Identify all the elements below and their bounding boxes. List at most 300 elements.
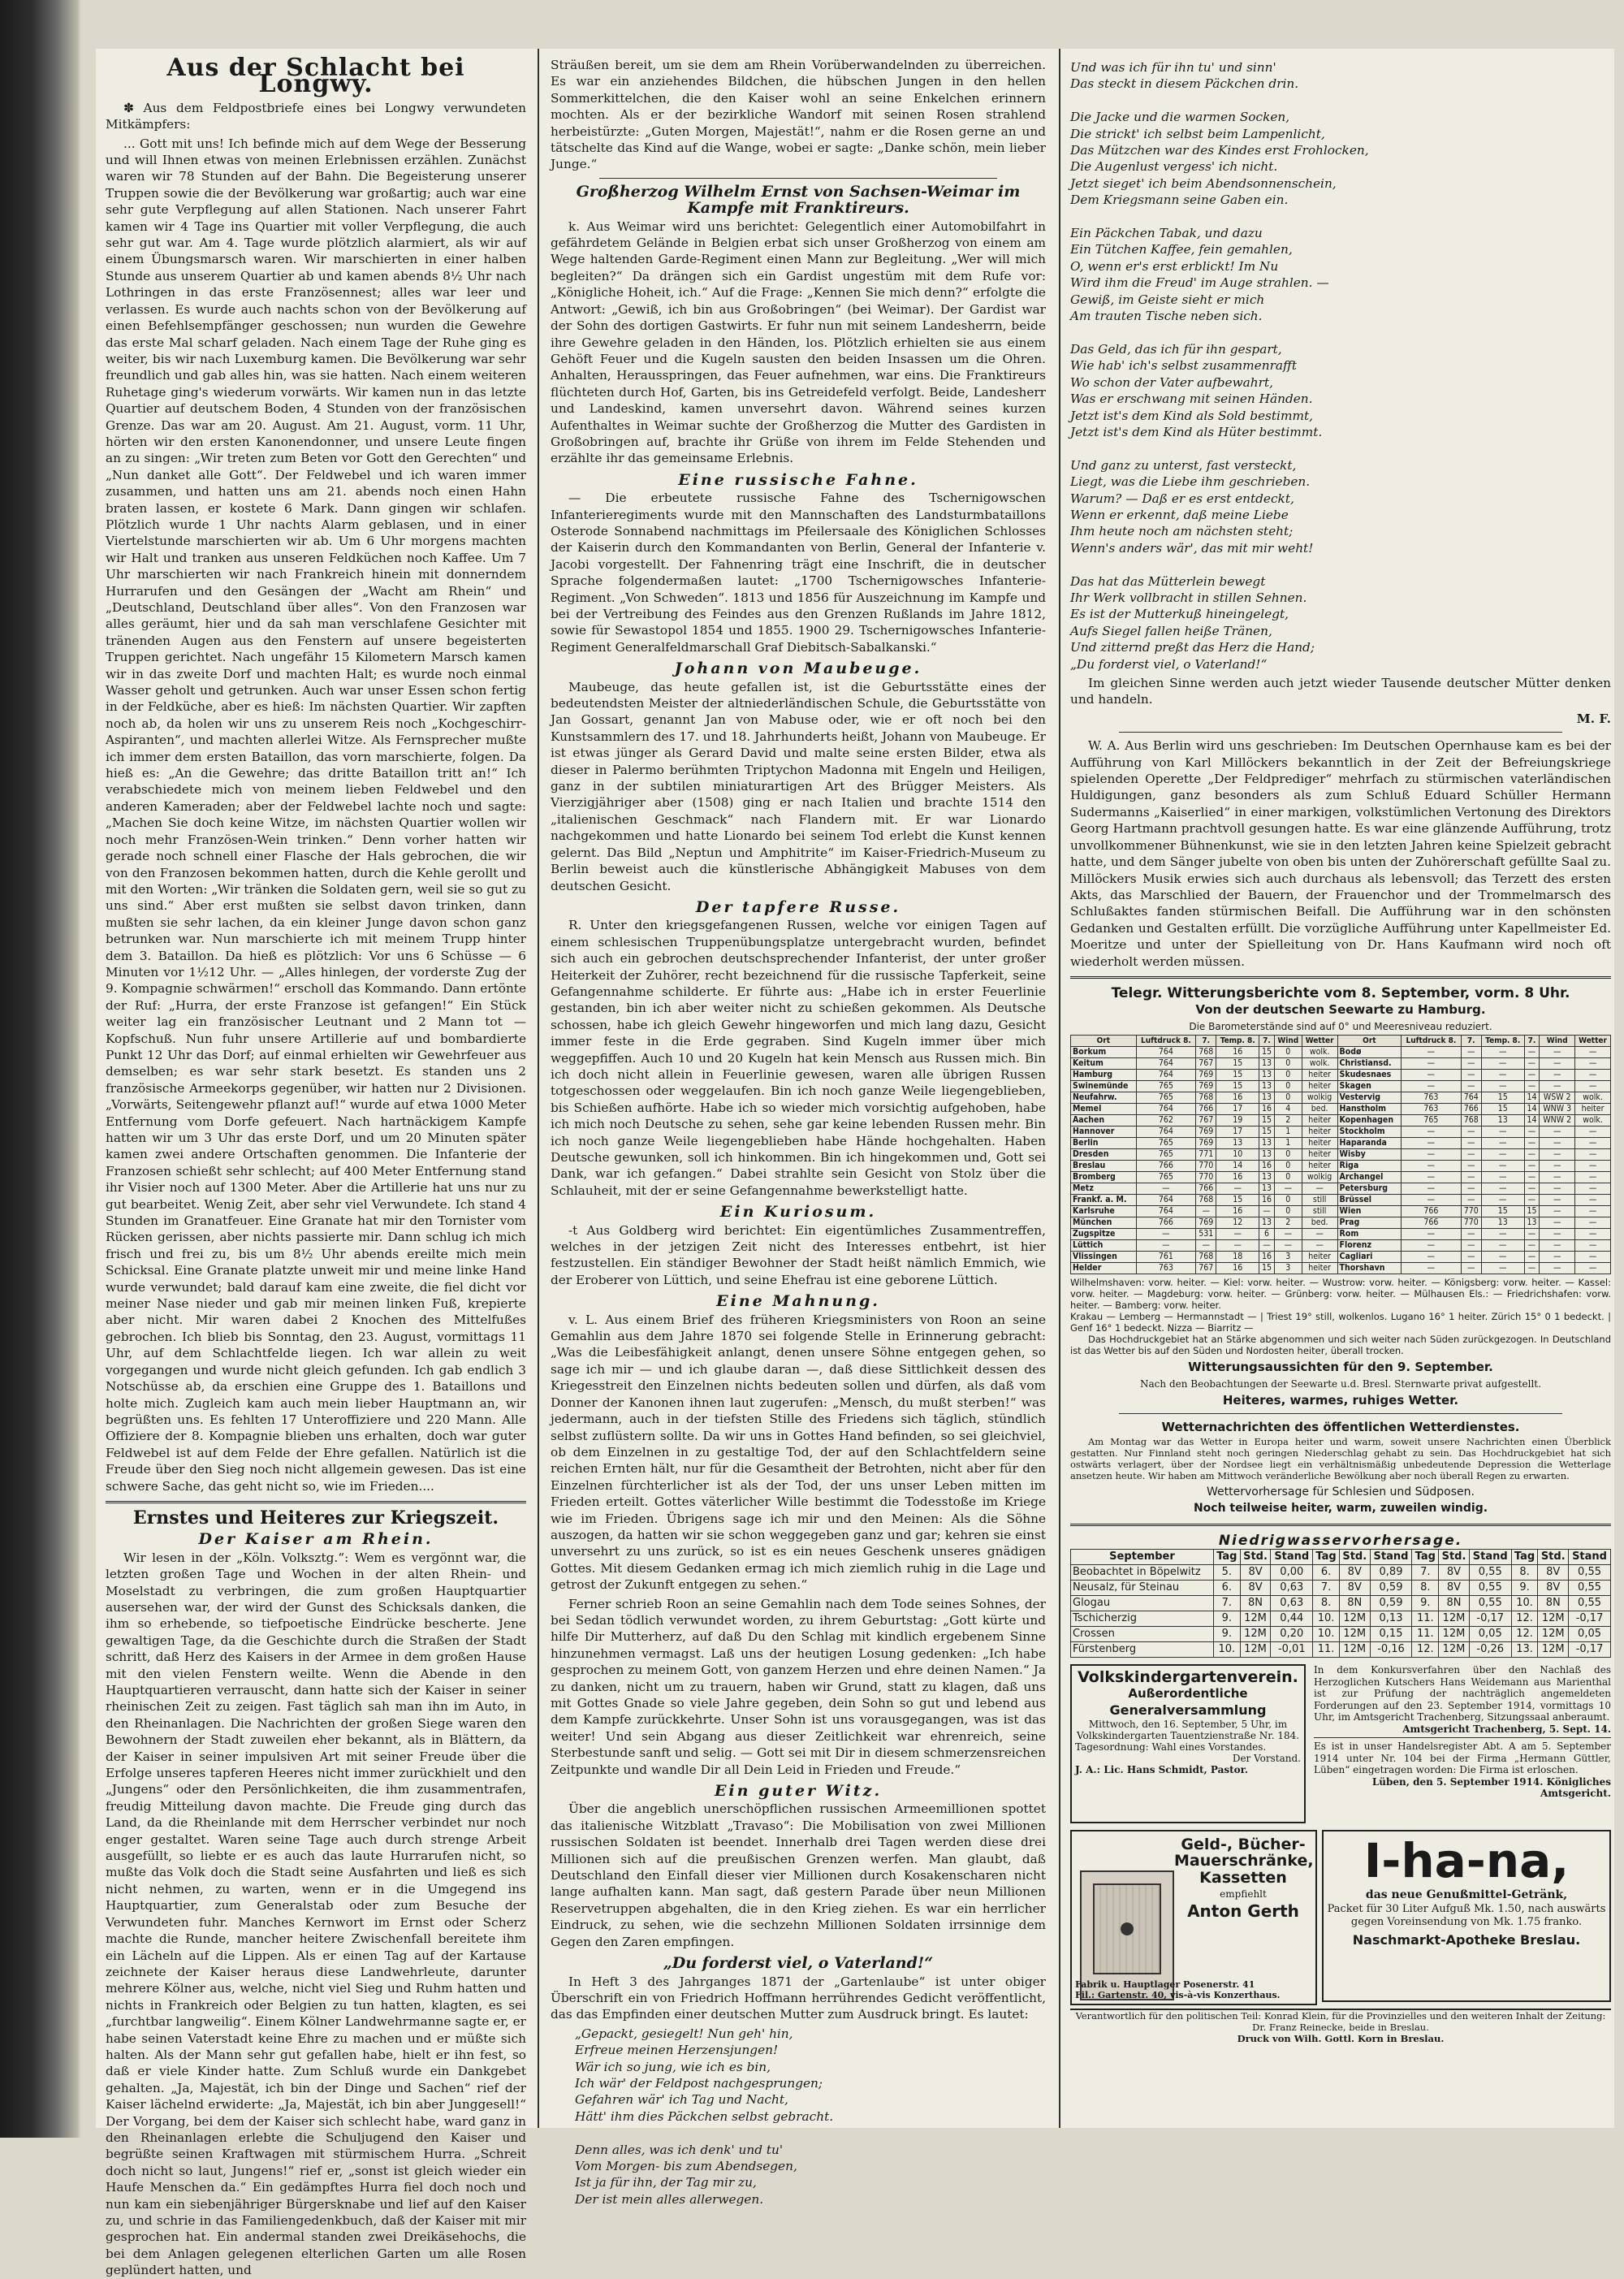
weather-cell: Vlissingen [1071,1252,1137,1263]
weather-cell: — [1216,1240,1259,1252]
weather-cell: — [1402,1172,1461,1183]
weather-row [1071,1104,1611,1115]
weather-cell: 0 [1274,1172,1302,1183]
weather-cell: 13 [1259,1172,1275,1183]
weather-cell: — [1481,1240,1524,1252]
weather-cell: 769 [1196,1081,1216,1092]
weather-cell: 3 [1274,1252,1302,1263]
low-water-cell: Crossen [1071,1627,1214,1642]
weather-row [1071,1092,1611,1104]
weather-cell: 2 [1274,1217,1302,1229]
weather-cell: Memel [1071,1104,1137,1115]
weather-row [1071,1149,1611,1161]
poem-line [1070,93,1611,109]
weather-cell: 15 [1216,1195,1259,1206]
weather-cell: — [1481,1229,1524,1240]
poem-line: Und zitternd preßt das Herz die Hand; [1070,640,1315,655]
weather-cell: 13 [1216,1138,1259,1149]
low-water-header [1071,1550,1611,1565]
ad-line: J. A.: Lic. Hans Schmidt, Pastor. [1075,1764,1249,1776]
ad-line: Kassetten [1199,1868,1287,1887]
ad-safes-anton-gerth [1070,1830,1317,2005]
weather-cell: Hannover [1071,1127,1137,1138]
weather-column-header: 7. [1461,1036,1481,1047]
weather-cell: — [1481,1047,1524,1058]
weather-cell: — [1540,1206,1575,1217]
weather-cell: Frankf. a. M. [1071,1195,1137,1206]
poem-line: Jetzt sieget' ich beim Abendsonnenschein, [1070,175,1337,191]
poem-line: Liegt, was die Liebe ihm geschrieben. [1070,474,1311,490]
poem-line: Wird ihm die Freud' im Auge strahlen. — [1070,275,1329,291]
weather-cell: 761 [1136,1252,1195,1263]
forecast-text: Heiteres, warmes, ruhiges Wetter. [1222,1392,1459,1408]
weather-footnote-2: Krakau — Lemberg — Hermannstadt — | Triest 19° still, wolkenlos. Lugano 16° 1 heiter. Zürich 15° 0 1 bedeckt. | Genf 16° 1 bedeckt. Nizza — Biarritz — [1070,1311,1611,1334]
poem-line: Erfreue meinen Herzensjungen! [575,2043,779,2058]
low-water-cell: 8N [1538,1596,1569,1611]
weather-cell: — [1540,1172,1575,1183]
ad-ihana [1322,1830,1611,2002]
weather-cell: Wisby [1337,1149,1402,1161]
poem-line: Ein Päckchen Tabak, und dazu [1070,226,1263,241]
article-continuation: Sträußen bereit, um sie dem am Rhein Vorüberwandelnden zu überreichen. Es war ein anziehendes Bildchen, die hübschen Jungen in den hellen Sommerkittelchen, die den Kaiser wohl an seine Enkelchen erinnern mochten. Als er der bezirkliche Wandorf mit seinen Rosen strahlend herbeistürzte: „Guten Morgen, Majestät!“, nahm er die Rosen gerne an und tätschelte das Kind auf die Wange, wobei er sagte: „Danke schön, mein lieber Junge.“ [551,58,1046,172]
low-water-cell: 12M [1240,1611,1271,1627]
poem-line: Die Jacke und die warmen Socken, [1070,110,1290,125]
poem-line: Ich wär' der Feldpost nachgesprungen; [575,2075,823,2091]
weather-cell: 15 [1216,1081,1259,1092]
article-title: „Du forderst viel, o Vaterland!“ [663,1954,934,1973]
low-water-cell: 0,00 [1271,1565,1313,1581]
weather-cell: 766 [1136,1161,1195,1172]
low-water-column-header: Std. [1339,1550,1370,1565]
ad-line: Außerordentliche [1128,1686,1248,1702]
weather-cell: — [1575,1263,1611,1274]
legal-notice-signature: Amtsgericht Trachenberg, 5. Sept. 14. [1402,1723,1611,1735]
article-body: In Heft 3 des Jahrganges 1871 der „Gartenlaube“ ist unter obiger Überschrift ein von Friedrich Hoffmann herrührendes Gedicht veröffentlicht, das das Empfinden einer deutschen Mutter zum Ausdruck bringt. Es lautet: [551,1974,1046,2022]
imprint-editors: Verantwortlich für den politischen Teil: Konrad Klein, für die Provinzielles und den weiteren Inhalt der Zeitung: Dr. Franz Reinecke, beide in Breslau. [1075,2010,1606,2033]
weather-cell: — [1540,1047,1575,1058]
weather-cell: Borkum [1071,1047,1137,1058]
weather-cell: — [1481,1195,1524,1206]
low-water-cell: 8V [1439,1581,1470,1596]
poem-line: Ihm heute noch am nächsten steht; [1070,524,1294,539]
low-water-row [1071,1642,1611,1658]
weather-cell: 764 [1136,1104,1195,1115]
ad-line: Geld-, Bücher- [1181,1836,1306,1853]
weather-cell: — [1481,1183,1524,1195]
weather-cell: Metz [1071,1183,1137,1195]
weather-cell: Thorshavn [1337,1263,1402,1274]
weather-cell: Hanstholm [1337,1104,1402,1115]
low-water-cell: 12. [1412,1642,1439,1658]
weather-cell: 764 [1136,1127,1195,1138]
ad-title: I-ha-na, [1363,1833,1570,1888]
weather-cell: — [1259,1240,1275,1252]
column-3 [1070,57,1611,2120]
low-water-cell: 12M [1439,1611,1470,1627]
weather-cell: Haparanda [1337,1138,1402,1149]
weather-row [1071,1229,1611,1240]
weather-cell: Christiansd. [1337,1058,1402,1070]
article-body: ... Gott mit uns! Ich befinde mich auf dem Wege der Besserung und will Ihnen etwas von meinen Erlebnissen erzählen. Zunächst waren wir 78 Stunden auf der Bahn. Die Begeisterung unserer Truppen sowie die der Bevölkerung war großartig; auch war eine sehr gute Verpflegung auf allen Stationen. Nach unserer Fahrt kamen wir 4 Tage ins Quartier mit voller Verpflegung, die auch sehr gut war. Am 4. Tage wurde plötzlich alarmiert, als wir auf einem Übungsmarsch waren. Wir marschierten in einer halben Stunde aus unserem Quartier ab und kamen abends 8½ Uhr nach Lothringen in das erste Französennest; alles war leer und verlassen. Es wurde auch nachts schon von der Bevölkerung auf einen Befehlsempfänger geschossen; nun wurden die Gewehre das erste Mal scharf geladen. Nach einem Tage der Ruhe ging es weiter, bis wir nach Luxemburg kamen. Die Bevölkerung war sehr freundlich und gab alles hin, was sie hatten. Nach einem weiteren Ruhetage ging's wiederum vorwärts. Wir kamen nun in das letzte Quartier auf deutschem Boden, 4 Stunden von der französischen Grenze. Das war am 20. August. Am 21. August, vorm. 11 Uhr, hörten wir den ersten Kanonendonner, und unsere Leute fingen an zu singen: „Wir treten zum Beten vor Gott den Gerechten“ und „Nun danket alle Gott“. Der Feldwebel und ich waren immer zusammen, und hatten uns am 21. abends noch einen Hahn braten lassen, er kostete 6 Mark. Dann gingen wir schlafen. Plötzlich wurde 1 Uhr nachts Alarm geblasen, und in einer Viertelstunde marschierten wir ab. Um 6 Uhr morgens machten wir Halt und tranken aus unseren Feldküchen noch Kaffee. Um 7 Uhr marschierten wir nach Frankreich hinein mit donnerndem Hurrarufen und den Gesängen der „Wacht am Rhein“ und „Deutschland, Deutschland über alles“. Von den Franzosen war alles geräumt, hier und da sah man verschlafene Gesichter mit tränenden Augen aus den Fenstern auf unsere begeisterten Truppen gerichtet. Nach ungefähr 15 Kilometern Marsch kamen wir in das zweite Dorf und machten Halt; es wurde noch einmal Wasser geholt und getrunken. Auch war unser Essen schon fertig in der Feldküche, aber es hieß: Im nächsten Quartier. Wir zapften noch ab, da holen wir uns zu unserem Reis noch „Kochgeschirr-Aspiranten“, und machten allerlei Witze. Als Fernsprecher mußte ich immer dem ersten Bataillon, das vorn marschierte, folgen. Da hieß es: „An die Gewehre; das dritte Bataillon tritt an!“ Ich verabschiedete mich von meinem lieben Feldwebel und den anderen Kameraden; aber der Feldwebel lachte noch und sagte: „Machen Sie doch keine Witze, im nächsten Quartier wollen wir noch mehr Französen-Wein trinken.“ Denn vorher hatten wir gerade noch schnell einer Flasche der Hals gebrochen, die wir von den Franzosen bekommen hatten, durch die Kehle gerollt und mit den Worten: „Wir tränken die Soldaten gern, weil sie so gut zu uns sind.“ Aber erst mußten sie selbst davon trinken, dann mußten sie sehr lachen, da ein kleiner Junge davon schon ganz betrunken war. Nun marschierte ich mit meinem Trupp hinter dem 3. Bataillon. Da hieß es plötzlich: Vor uns 6 Schüsse — 6 Minuten vor 1½12 Uhr. — „Alles hinlegen, der vorderste Zug der 9. Kompagnie schwärmen!“ erscholl das Kommando. Dann ertönte der Ruf: „Hurra, der erste Franzose ist gefangen!“ Ein Stück weiter lag ein französischer Leutnant und 2 Mann tot — Kopfschuß. Nun fuhr unsere Artillerie auf und bombardierte Punkt 12 Uhr das Dorf; auf einmal erhielten wir Gewehrfeuer aus demselben; es war sehr stark besetzt. Es standen uns 2 französische Armeekorps gegenüber, wir hatten nur 2 Divisionen. „Vorwärts, Seitengewehr pflanzt auf!“ wurde auf etwa 1000 Meter Entfernung vom Dorfe gefeuert. Nach hartnäckigem Kampfe hatten wir um 3 Uhr das erste Dorf, und um 20 Minuten später kamen zwei andere Ortschaften genommen. Die Infanterie der Franzosen schießt sehr schlecht; auf 400 Meter Entfernung stand ihr Visier noch auf 1300 Meter. Aber die Artillerie hat uns nur zu gut bearbeitet. Wenig Zeit, aber sehr viel Verwundete. Ich stand 4 Stunden im Granatfeuer. Eine Granate hat mir den Tornister vom Rücken gerissen, aber nichts passierte mir. Dann schlug ich mich frisch und frei zu, bis um 8½ Uhr abends ereilte mich mein Schicksal. Eine Granate platzte unweit mir und meine linke Hand wurde verwundet; bald darauf kam eine zweite, die fiel dicht vor meiner Nase nieder und gab mir meinen linken Fuß, krepierte aber nicht. Mir waren dabei 2 Knochen des Mittelfußes gebrochen. Ich blieb bis Sonntag, den 23. August, vormittags 11 Uhr, auf dem Schlachtfelde liegen. Ich war allein zu weit vorgegangen und wurde nicht gleich gefunden. Ich gab endlich 3 Notschüsse ab, da erschien eine Gruppe des 1. Bataillons und holte mich. Zugleich kam auch mein lieber Hauptmann an, wir begrüßten uns. Es fehlten 17 Unteroffiziere und 220 Mann. Alle Offiziere der 8. Kompagnie blieben uns erhalten, doch war guter Feldwebel ist auf dem Felde der Ehre gefallen. Natürlich ist die Freude über den Sieg noch nicht allgemein gewesen. Das ist eine schwere Sache, das geht nicht so, wie im Frieden.... [106,136,526,1494]
low-water-cell: -0,16 [1370,1642,1412,1658]
weather-cell: 14 [1216,1161,1259,1172]
weather-column-header: Wind [1540,1036,1575,1047]
weather-cell: — [1481,1172,1524,1183]
weather-cell: 763 [1402,1092,1461,1104]
low-water-cell: 8N [1339,1596,1370,1611]
public-weather-subtitle: Wettervorhersage für Schlesien und Südposen. [1207,1485,1475,1498]
weather-cell: — [1540,1149,1575,1161]
poem-line: Das hat das Mütterlein bewegt [1070,573,1266,589]
low-water-cell: 12M [1538,1627,1569,1642]
weather-cell: 768 [1461,1115,1481,1127]
weather-row [1071,1252,1611,1263]
divider [1119,1413,1562,1414]
weather-cell: 0 [1274,1070,1302,1081]
weather-row [1071,1183,1611,1195]
weather-cell: heiter [1302,1138,1337,1149]
low-water-cell: 0,20 [1271,1627,1313,1642]
weather-cell: Brüssel [1337,1195,1402,1206]
weather-cell: 764 [1136,1070,1195,1081]
public-weather-title: Wetternachrichten des öffentlichen Wetterdienstes. [1161,1420,1520,1435]
article-title: Ein Kuriosum. [719,1203,877,1222]
divider [1119,732,1562,733]
weather-cell: 766 [1461,1104,1481,1115]
poem-line: Warum? — Daß er es erst entdeckt, [1070,491,1294,506]
weather-cell: Stockholm [1337,1127,1402,1138]
weather-cell: — [1540,1240,1575,1252]
poem-line: Dem Kriegsmann seine Gaben ein. [1070,192,1289,208]
weather-cell: WNW 3 [1540,1104,1575,1115]
weather-cell: heiter [1302,1081,1337,1092]
article-closing: Im gleichen Sinne werden auch jetzt wieder Tausende deutscher Mütter denken und handeln. [1070,676,1611,707]
weather-cell: wolk. [1575,1092,1611,1104]
poem-line: „Du forderst viel, o Vaterland!“ [1070,656,1268,672]
weather-cell: — [1524,1138,1540,1149]
weather-cell: 16 [1216,1206,1259,1217]
weather-cell: — [1274,1229,1302,1240]
low-water-cell: 9. [1511,1581,1538,1596]
weather-cell: — [1575,1149,1611,1161]
low-water-cell: 0,63 [1271,1596,1313,1611]
weather-column-header: Temp. 8. [1216,1036,1259,1047]
weather-summary: Das Hochdruckgebiet hat an Stärke abgenommen und sich weiter nach Süden zurückgezogen. In Deutschland ist das Wetter bis auf den Süden und Nordosten heiter, überall trocken. [1070,1334,1611,1357]
weather-cell: — [1274,1183,1302,1195]
weather-cell: Breslau [1071,1161,1137,1172]
weather-cell: — [1540,1252,1575,1263]
weather-cell: — [1461,1138,1481,1149]
low-water-cell: 12M [1439,1642,1470,1658]
weather-cell: 765 [1136,1138,1195,1149]
weather-cell: Karlsruhe [1071,1206,1137,1217]
low-water-cell: -0,26 [1469,1642,1511,1658]
weather-cell: — [1540,1183,1575,1195]
low-water-cell: 8. [1412,1581,1439,1596]
weather-cell: — [1216,1183,1259,1195]
poem-line: Der ist mein alles allerwegen. [575,2191,764,2207]
weather-row [1071,1070,1611,1081]
weather-cell: 0 [1274,1092,1302,1104]
weather-cell: — [1481,1252,1524,1263]
poem-line: Die Augenlust vergess' ich nicht. [1070,159,1278,175]
weather-cell: 15 [1481,1092,1524,1104]
weather-cell: 769 [1196,1127,1216,1138]
low-water-cell: 11. [1412,1611,1439,1627]
weather-cell: — [1402,1252,1461,1263]
weather-cell: 762 [1136,1115,1195,1127]
weather-cell: — [1540,1161,1575,1172]
divider [106,1501,526,1503]
weather-cell: — [1402,1127,1461,1138]
low-water-cell: 0,15 [1370,1627,1412,1642]
weather-cell: heiter [1302,1115,1337,1127]
article-body: Über die angeblich unerschöpflichen russischen Armeemillionen spottet das italienische Witzblatt „Travaso“: Die Mobilisation von zwei Millionen russischen Soldaten ist beendet. Innerhalb drei Tagen werden diese drei Millionen sich auf die preußischen Grenzen werfen. Man glaubt, daß Deutschland den Einfall dieser vier Millionen durch Kosakenscharen nicht lange aufhalten kann. Man sagt, daß gestern Parade über neun Millionen Reservetruppen abgehalten, die in den Krieg ziehen. Es war ein herrlicher Eindruck, zu sehen, wie die sechzehn Millionen Soldaten irrsinnige dem Gegen den Zaren empfingen. [551,1801,1046,1949]
low-water-cell: 12M [1538,1611,1569,1627]
low-water-cell: 12M [1339,1627,1370,1642]
weather-cell: — [1524,1058,1540,1070]
weather-cell: 16 [1259,1104,1275,1115]
weather-report-subtitle: Von der deutschen Seewarte zu Hamburg. [1195,1002,1486,1018]
weather-cell: — [1461,1195,1481,1206]
weather-row [1071,1217,1611,1229]
weather-cell: — [1402,1229,1461,1240]
weather-cell: — [1524,1252,1540,1263]
low-water-cell: 12M [1240,1627,1271,1642]
weather-cell: 16 [1259,1161,1275,1172]
article-body: v. L. Aus einem Brief des früheren Kriegsministers von Roon an seine Gemahlin aus dem Jahre 1870 sei folgende Stelle in Erinnerung gebracht: „Was die Leibesfähigkeit anlangt, denen unsere Söhne entgegen gehen, so sage ich mir — und ich glaube daran —, daß diese Sittlichkeit dessen des Kriegesstreit den Einzelnen nichts bedeuten sollen und dürfen, als daß vom Donner der Kanonen ihnen laut zugerufen: „Mensch, du mußt sterben!“ was jedermann, auch in der tiefsten Stille des Friedens sich täglich, stündlich selbst zuflüstern sollte. Da wir uns in Gottes Hand befinden, so sei gleichviel, ob dem Einzelnen in zu gestaltige Tod, der auf den Schlachtfeldern seine reichen Ernten hält, nur für die Gesamtheit der Betrohten, nicht aber für den Einzelnen fürchterlicher ist als der Tod, der uns unser Leben mitten im Frieden erteilt. Gottes väterlicher Wille bestimmt die Todesstoße im Kriege wie im Frieden. Übrigens sage ich mir und den Meinen: Als die Söhne auszogen, da hatten wir sie schon weggegeben ganz und gar; kehren sie einst unversehrt zu uns zurück, so ist es ein neues Geschenk unseres gnädigen Gottes. Mit diesem Gedanken ermag ich mich ziemlich ruhig in die Lage und getrost der Zukunft entgegen zu sehen.“ [551,1312,1046,1593]
poem-line [575,2125,1046,2141]
legal-notices [1314,1664,1611,1800]
low-water-cell: 9. [1213,1627,1240,1642]
weather-cell: 18 [1216,1252,1259,1263]
weather-cell: wolkig [1302,1092,1337,1104]
newspaper-page [96,49,1614,2278]
weather-cell: 14 [1524,1104,1540,1115]
weather-cell: 770 [1196,1172,1216,1183]
article-body: R. Unter den kriegsgefangenen Russen, welche vor einigen Tagen auf einem schlesischen Truppenübungsplatze untergebracht wurden, befindet sich auch ein gebrochen deutschsprechender Infanterist, der unter großer Heiterkeit der Zuhörer, recht bezeichnend für die russische Tapferkeit, seine Gefangennahme schilderte. Er führte aus: „Habe ich in erster Feuerlinie gestanden, bin ich aber weiter nicht zu schießen gekommen. Als Deutsche schossen, habe ich gleich Gewehr hingeworfen und mich lang dazu, Gesicht immer feste in die Erde gegraben. Sind Kugeln immer über mich weggepfiffen. Auch 10 und 20 Kugeln hat kein Mensch aus Russen mich. Bin ich doch nicht allein in Feuerlinie gewesen, waren alle übrigen Russen totgeschossen oder weggelaufen. Bin ich noch ganze Weile liegengeblieben, bis Schießen aufhörte. Habe ich so wieder mich vorsichtig aufgehoben, habe ich mich noch Deutsche zu sehen, sehe gar keine lebenden Russen mehr. Bin ich noch ganze Weile liegengeblieben habe Hände hochgehalten. Haben Deutsche gewunken, soll ich hinkommen. Bin ich hingekommen und, Gott sei Dank, war ich gefangen.“ Dabei strahlte sein Gesicht von Stolz über die Schlauheit, mit der er seine Gefangennahme bewerkstelligt hatte. [551,918,1046,1198]
poem-line: Was er erschwang mit seinen Händen. [1070,391,1313,407]
weather-cell: Lüttich [1071,1240,1137,1252]
weather-cell: 12 [1216,1217,1259,1229]
legal-notice-text: In dem Konkursverfahren über den Nachlaß des Herzoglichen Kutschers Hans Weidemann aus Marienthal ist zur Prüfung der nachträglich angemeldeten Forderungen auf den 23. September 1914, vormittags 10 Uhr, im Amtsgericht Trachenberg, Sitzungssaal anberaumt. [1314,1664,1611,1723]
low-water-column-header: Stand [1569,1550,1611,1565]
low-water-cell: -0,17 [1569,1611,1611,1627]
weather-cell: 769 [1196,1217,1216,1229]
weather-cell: bed. [1302,1104,1337,1115]
low-water-cell: 8V [1439,1565,1470,1581]
article-title: Eine russische Fahne. [678,470,918,489]
weather-cell: 0 [1274,1047,1302,1058]
low-water-cell: 8N [1439,1596,1470,1611]
ad-line: das neue Genußmittel-Getränk, [1365,1888,1568,1901]
weather-cell: — [1540,1217,1575,1229]
weather-cell: Hamburg [1071,1070,1137,1081]
article-body: Ferner schrieb Roon an seine Gemahlin nach dem Tode seines Sohnes, der bei Sedan tödlich verwundet worden, zu ihrem Geburtstag: „Gott kürte und hilfe Dir Mutterherz, auf daß Du den Schlag mit kindlich ergebenem Sinne hinzunehmen vermagst. Laß uns der heutigen Losung gedenken: „Ich habe gesprochen zu meinem Gott, von ganzem Herzen und ehre deinen Namen.“ Ja zu danken, nicht um zu trauern, haben wir Grund, statt zu klagen, daß uns mit Gottes Gnade so viele Jahre gegeben, dein Sohn so gut und lebend aus dem Kampfe zurückkehrte. Unser Sohn ist uns vorausgegangen, was ist das weiter! Und sein Abgang aus dieser Zeitlichkeit war ehrenreich, seine Sterbestunde sanft und selig. — Gott sei mit Dir in diesem schmerzensreichen Zeitpunkte und wandle Dir all Dein Leid in Frieden und Freude.“ [551,1596,1046,1777]
weather-cell: — [1481,1081,1524,1092]
weather-cell: 16 [1259,1252,1275,1263]
weather-cell: 765 [1136,1081,1195,1092]
low-water-cell: 0,13 [1370,1611,1412,1627]
weather-cell: 531 [1196,1229,1216,1240]
weather-cell: — [1540,1229,1575,1240]
low-water-cell: 0,44 [1271,1611,1313,1627]
weather-report-note: Die Barometerstände sind auf 0° und Meeresniveau reduziert. [1189,1020,1492,1032]
low-water-cell: -0,01 [1271,1642,1313,1658]
weather-cell: — [1136,1240,1195,1252]
legal-notice-signature: Lüben, den 5. September 1914. Königliches Amtsgericht. [1371,1775,1611,1799]
weather-row [1071,1115,1611,1127]
weather-cell: — [1575,1252,1611,1263]
weather-cell: 767 [1196,1263,1216,1274]
weather-cell: 763 [1136,1263,1195,1274]
weather-cell: — [1461,1081,1481,1092]
weather-cell: — [1524,1183,1540,1195]
ad-line: Generalversammlung [1109,1702,1267,1718]
article-body: Wir lesen in der „Köln. Volksztg.“: Wem es vergönnt war, die letzten großen Tage und Wochen in der alten Rhein- und Moselstadt zu verbringen, die zum großen Hauptquartier ausersehen war, der wird der Gunst des Schicksals danken, die ihm so erhebende, so tiefpoetische Eindrücke bescherte. Jene gewaltigen Tage, da die Geschichte durch die Straßen der Stadt schritt, daß Herz des Kaisers in der Armee in dem großen Hause mit den vielen Fenstern weilte. Wenn die Abende in den Hauptquartieren verrauscht, dann hatte sich der Kaiser in seiner rheinischen Zeit zu zeigen. Fast täglich sah man ihn im Auto, in den Rheinanlagen. Die Nachrichten der großen Siege waren den Bewohnern der Stadt zuweilen eher bekannt, als in Blättern, da der Kaiser in seiner impulsiven Art mit seiner Freude über die Erfolge unseres tapferen Heeres nicht immer zurückhielt und den „Jungens“ oder den Persönlichkeiten, die ihm zusammentrafen, freudig Mitteilung davon machte. Die Freude ging durch das Land, da die Rheinlande mit dem Herrscher verbindet nur noch enger gestaltet. Waren seine Tage auch durch strenge Arbeit ausgefüllt, so liebte er es auch das laute Hurrarufen nicht, so mußte das Volk doch die Stadt seine Ausfahrten und ließ es sich nicht nehmen, zu warten, wenn er in die Umgegend ins Hauptquartier, zum Generalstab oder zum Besuche der Verwundeten fuhr. Manches Kernwort im Ernst oder Scherz machte die Runde, mancher heitere Zwischenfall bereitete ihm ein Lächeln auf die Lippen. Als er einen Tag auf der Kartause zeichnete der Kaiser heraus diese Landwehrleute, darunter mehrere Kölner aus, welche, nicht viel Sieg und Ruhm hatten und nichts in Frankreich oder Belgien zu tun hatten, klagten, es sei „furchtbar langweilig“. Einem Kölner Landwehrmanne sagte er, er habe seinen Vaterstadt keine Ehre zu machen und er müßte sich halten. Als der Mann sehr gut gefallen habe, hielt er ihn fest, so daß er viele Kinder hatte. Zum Schluß wurde ein Dankgebet gehalten. „Ja, Majestät, ich bin der Dinge und Sachen“ rief der Kaiser lächelnd erwiderte: „Ja, Majestät, ich bin aber Junggesell!“ Der Vorgang, bei dem der Kaiser sich schlecht habe, ward ganz in den Rheinanlagen erlebte die Schuljugend den Kaiser und begrüßte seinen Kraftwagen mit stürmischem Hurra. „Schreit doch nicht so laut, Jungens!“ rief er, „sonst ist gleich wieder ein Haufe Menschen da.“ Ein gedämpftes Hurra fiel doch noch und nun kam ein siebenjähriger Bürgersknabe und lief auf den Kaiser zu, und schrie in das Familiengedenkbuch, daß der Kaiser mit mir gesprochen hat. Ein andermal standen zwei Dreikäsehochs, die bei dem Anlagen gelegenen elterlichen Garten um alle Rosen geplündert hatten, und [106,1550,526,2278]
article-body: Maubeuge, das heute gefallen ist, ist die Geburtsstätte eines der bedeutendsten Meister der altniederländischen Schule, die Geburtsstätte von Jan Gossart, genannt Jan von Mabuse oder, wie er oft noch bei den Kunstsammlern des 17. und 18. Jahrhunderts heißt, Johann von Maubeuge. Er ist etwas jünger als Gerard David und malte seine ersten Bilder, etwa als dieser in Palermo berühmten Triptychon Madonna mit Engeln und Heiligen, ganz in der subtilen miniaturartigen Art des Brügger Meisters. Als Vierzigjähriger aber (1508) ging er nach Italien und brachte 1514 den „italienischen Geschmack“ nach Flandern mit. Er war Lionardo nachgekommen und hatte Lionardo bei seinem Tod erlebt die Kunst kennen gelernt. Das Bild „Neptun und Amphitrite“ im Kaiser-Friedrich-Museum zu Berlin beweist auch die künstlerische Abhängigkeit Mabuses von dem deutschen Gesicht. [551,679,1046,893]
poem-line: Aufs Siegel fallen heiße Tränen, [1070,623,1272,638]
weather-cell: 0 [1274,1058,1302,1070]
low-water-cell: 0,55 [1469,1565,1511,1581]
poem-line [1070,440,1611,456]
weather-cell: — [1402,1195,1461,1206]
weather-cell: — [1461,1172,1481,1183]
weather-cell: Swinemünde [1071,1081,1137,1092]
poem-line: Am trauten Tische neben sich. [1070,309,1263,324]
low-water-cell: 0,55 [1469,1596,1511,1611]
weather-cell: 16 [1216,1172,1259,1183]
weather-cell: wolk. [1575,1115,1611,1127]
weather-cell: WSW 2 [1540,1092,1575,1104]
low-water-column-header: Std. [1439,1550,1470,1565]
column-rule [538,49,539,2128]
weather-cell: 16 [1259,1195,1275,1206]
weather-cell: heiter [1302,1070,1337,1081]
low-water-cell: 8V [1240,1581,1271,1596]
weather-cell: heiter [1302,1161,1337,1172]
weather-column-header: 7. [1259,1036,1275,1047]
low-water-column-header: September [1071,1550,1214,1565]
ad-line: Fil.: Gartenstr. 40, vis-à-vis Konzerthaus. [1075,1990,1281,2000]
low-water-row [1071,1565,1611,1581]
public-weather-text: Am Montag war das Wetter in Europa heiter und warm, soweit unsere Nachrichten einen Überblick gestatten. Nur Finnland steht noch geringen Niederschlag gehabt zu sein. Das Hochdruckgebiet hat sich ostwärts verlagert, über der Nordsee liegt ein verhältnismäßig unbedeutende Depression die Wetterlage ansetzen heute. Wir haben am Mittwoch veränderliche Bewölkung aber noch überall Regen zu erwarten. [1070,1435,1611,1481]
legal-notice-text: Es ist in unser Handelsregister Abt. A am 5. September 1914 unter Nr. 104 bei der Firma „Hermann Güttler, Lüben“ eingetragen worden: Die Firma ist erloschen. [1314,1741,1611,1775]
low-water-column-header: Stand [1370,1550,1412,1565]
ad-line: empfiehlt [1220,1888,1267,1901]
weather-cell: Archangel [1337,1172,1402,1183]
weather-cell: — [1524,1240,1540,1252]
low-water-cell: 0,55 [1469,1581,1511,1596]
weather-cell: 765 [1136,1172,1195,1183]
weather-cell: Bodø [1337,1047,1402,1058]
poem-line: Die strickt' ich selbst beim Lampenlicht, [1070,126,1325,141]
low-water-row [1071,1596,1611,1611]
low-water-cell: 0,55 [1569,1565,1611,1581]
weather-cell: — [1575,1138,1611,1149]
poem-line: Wie hab' ich's selbst zusammenrafft [1070,358,1297,374]
weather-row [1071,1161,1611,1172]
poem [575,2026,1046,2208]
low-water-cell: Fürstenberg [1071,1642,1214,1658]
poem-line: Wo schon der Vater aufbewahrt, [1070,374,1273,390]
low-water-cell: 10. [1213,1642,1240,1658]
weather-cell: 13 [1259,1070,1275,1081]
weather-cell: 767 [1196,1058,1216,1070]
low-water-cell: 11. [1313,1642,1340,1658]
weather-cell: Bromberg [1071,1172,1137,1183]
article-body: k. Aus Weimar wird uns berichtet: Gelegentlich einer Automobilfahrt in gefährdetem Gelände in Belgien erbat sich unser Großherzog von einem am Wege haltenden Garde-Regiment einen Mann zur Begleitung. „Wer will mich begleiten?“ Da drängen sich ein Gardist ungestüm mit dem Rufe vor: „Königliche Hoheit, ich.“ Auf die Frage: „Kennen Sie mich denn?“ erfolgte die Antwort: „Gewiß, ich bin aus Großobringen“ (bei Weimar). Der Gardist war der Sohn des dortigen Gastwirts. Er fuhr nun mit seinem Landesherrn, beide ihre Gewehre geladen in den Händen, los. Plötzlich erhielten sie aus einem Gehöft Feuer und die Kugeln sausten den beiden Insassen um die Ohren. Anhalten, Herausspringen, das Feuer aufnehmen, war eins. Die Franktireurs flüchteten durch Hof, Garten, bis ins Getreidefeld verfolgt. Beide, Landesherr und Landeskind, kamen unversehrt davon. Während seines kurzen Aufenthaltes in Weimar suchte der Großherzog die Mutter des Gardisten in Großobringen auf, brachte ihr Grüße von ihrem im Felde Stehenden und erzählte ihr das gemeinsame Erlebnis. [551,218,1046,466]
ad-line: Fabrik u. Hauptlager Posenerstr. 41 [1075,1979,1255,1990]
weather-cell: — [1461,1127,1481,1138]
advertisements [1070,1664,1611,2005]
weather-cell: 6 [1259,1229,1275,1240]
weather-cell: — [1524,1149,1540,1161]
weather-cell: 15 [1481,1206,1524,1217]
article-intro: ✽ Aus dem Feldpostbriefe eines bei Longwy verwundeten Mitkämpfers: [106,100,526,132]
article-subtitle: Der Kaiser am Rhein. [198,1530,434,1549]
weather-cell: wolk. [1302,1047,1337,1058]
weather-cell: 769 [1196,1070,1216,1081]
low-water-title: Niedrigwasservorhersage. [1218,1532,1463,1549]
weather-cell: — [1136,1229,1195,1240]
weather-cell: — [1402,1240,1461,1252]
weather-column-header: Temp. 8. [1481,1036,1524,1047]
weather-cell: 13 [1259,1058,1275,1070]
weather-cell: Riga [1337,1161,1402,1172]
weather-column-header: Wetter [1575,1036,1611,1047]
low-water-cell: 0,63 [1271,1581,1313,1596]
low-water-column-header: Stand [1271,1550,1313,1565]
weather-cell: — [1540,1263,1575,1274]
weather-cell: — [1481,1127,1524,1138]
weather-column-header: 7. [1196,1036,1216,1047]
ad-line: Anton Gerth [1187,1901,1299,1921]
poem-line [1070,325,1611,341]
weather-cell: — [1575,1172,1611,1183]
low-water-cell: 12M [1439,1627,1470,1642]
weather-cell: 766 [1402,1217,1461,1229]
weather-cell: 0 [1274,1195,1302,1206]
low-water-cell: 0,59 [1370,1581,1412,1596]
low-water-cell: Tschicherzig [1071,1611,1214,1627]
weather-cell: 15 [1259,1127,1275,1138]
low-water-cell: -0,17 [1469,1611,1511,1627]
poem-line: Jetzt ist's dem Kind als Hüter bestimmt. [1070,424,1323,439]
weather-cell: — [1524,1263,1540,1274]
weather-cell: 13 [1259,1138,1275,1149]
low-water-column-header: Tag [1511,1550,1538,1565]
weather-cell: 16 [1216,1092,1259,1104]
forecast-title: Witterungsaussichten für den 9. September. [1188,1360,1493,1375]
weather-cell: Cagliari [1337,1252,1402,1263]
weather-cell: — [1524,1070,1540,1081]
weather-cell: Prag [1337,1217,1402,1229]
poem-line: Ist ja für ihn, der Tag mir zu, [575,2175,757,2190]
weather-cell: heiter [1575,1104,1611,1115]
low-water-column-header: Std. [1240,1550,1271,1565]
low-water-cell: 0,05 [1469,1627,1511,1642]
book-binding-shadow [0,0,81,2138]
weather-report-title: Telegr. Witterungsberichte vom 8. September, vorm. 8 Uhr. [1111,984,1570,1001]
weather-column-header: 7. [1524,1036,1540,1047]
low-water-cell: 0,89 [1370,1565,1412,1581]
ad-title: Volkskindergartenverein. [1078,1668,1298,1686]
weather-cell: 14 [1524,1115,1540,1127]
weather-cell: 765 [1136,1092,1195,1104]
weather-cell: — [1461,1070,1481,1081]
low-water-cell: 12M [1538,1642,1569,1658]
